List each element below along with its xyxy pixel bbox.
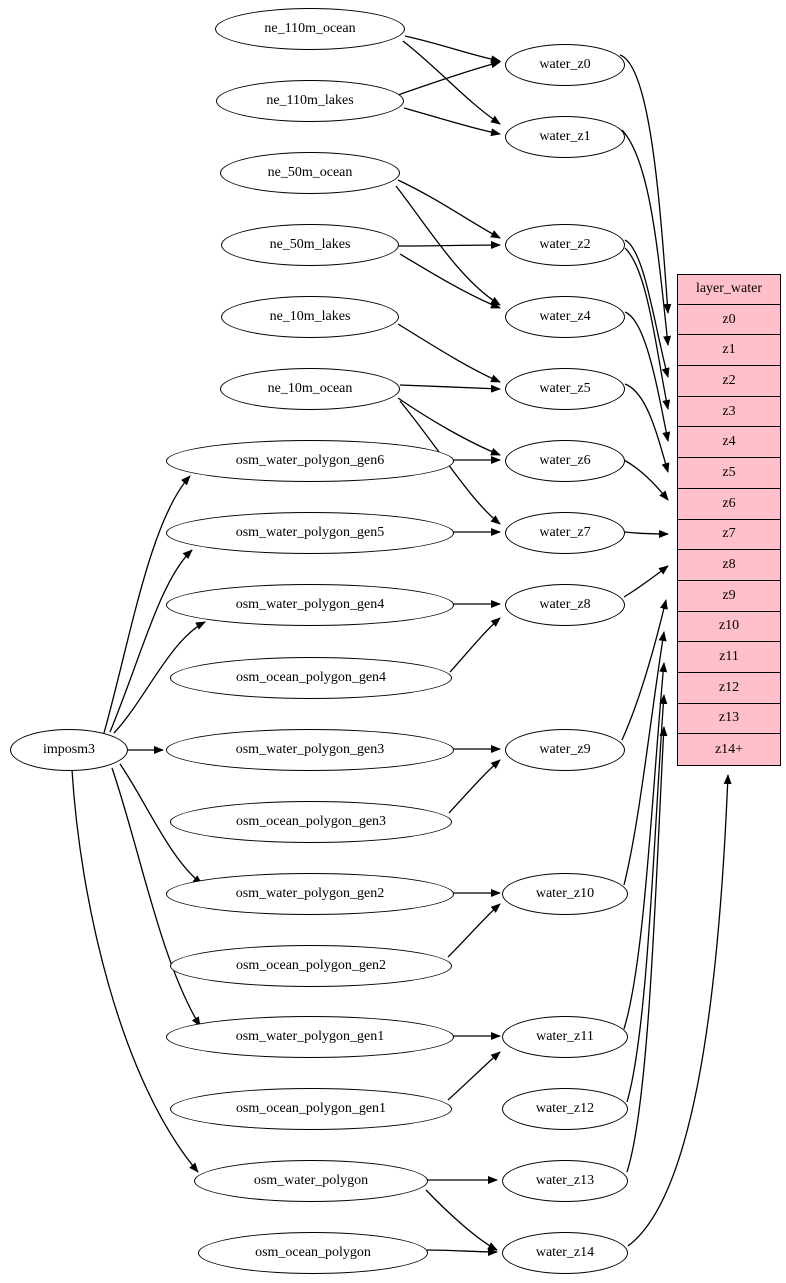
node-water_z0[interactable] (505, 44, 625, 86)
table-row-z9[interactable]: z9 (678, 581, 780, 612)
node-osm_water_polygon_gen5[interactable] (166, 512, 454, 554)
table-row-z8[interactable]: z8 (678, 550, 780, 581)
node-water_z5[interactable] (505, 368, 625, 410)
node-ne_50m_ocean[interactable] (220, 152, 400, 194)
node-label: water_z9 (539, 742, 591, 757)
node-label: osm_water_polygon_gen5 (235, 525, 385, 540)
node-water_z13[interactable] (502, 1160, 628, 1202)
node-label: imposm3 (42, 742, 96, 757)
node-osm_water_polygon_gen4[interactable] (166, 584, 454, 626)
node-label: osm_water_polygon_gen4 (235, 597, 385, 612)
node-water_z1[interactable] (505, 116, 625, 158)
node-water_z11[interactable] (502, 1016, 628, 1058)
node-water_z7[interactable] (505, 512, 625, 554)
node-label: osm_ocean_polygon (255, 1245, 371, 1260)
node-label: ne_50m_ocean (267, 165, 353, 180)
node-label: osm_water_polygon_gen2 (235, 886, 385, 901)
node-osm_water_polygon_gen2[interactable] (166, 873, 454, 915)
node-ne_10m_ocean[interactable] (220, 368, 400, 410)
node-label: water_z0 (539, 57, 591, 72)
node-osm_ocean_polygon[interactable] (198, 1232, 428, 1274)
node-osm_water_polygon[interactable] (194, 1160, 428, 1202)
node-water_z10[interactable] (502, 873, 628, 915)
table-row-z10[interactable]: z10 (678, 612, 780, 643)
node-osm_water_polygon_gen3[interactable] (166, 729, 454, 771)
node-osm_ocean_polygon_gen3[interactable] (170, 801, 452, 843)
node-label: water_z7 (539, 525, 591, 540)
table-row-z13[interactable]: z13 (678, 704, 780, 735)
node-water_z14[interactable] (502, 1232, 628, 1274)
node-ne_110m_ocean[interactable] (215, 8, 405, 50)
node-label: water_z12 (535, 1101, 595, 1116)
table-row-z14plus[interactable]: z14+ (714, 741, 744, 757)
node-label: ne_110m_lakes (266, 93, 354, 108)
node-water_z9[interactable] (505, 729, 625, 771)
node-label: osm_water_polygon_gen1 (235, 1029, 385, 1044)
table-row-z4[interactable]: z4 (678, 427, 780, 458)
node-label: osm_ocean_polygon_gen1 (235, 1101, 387, 1116)
table-row-z1[interactable]: z1 (678, 335, 780, 366)
node-label: osm_water_polygon_gen6 (235, 453, 385, 468)
node-label: osm_ocean_polygon_gen4 (235, 670, 387, 685)
node-label: water_z1 (539, 129, 591, 144)
node-water_z6[interactable] (505, 440, 625, 482)
node-osm_water_polygon_gen1[interactable] (166, 1016, 454, 1058)
node-imposm3[interactable] (10, 729, 128, 771)
node-label: osm_water_polygon_gen3 (235, 742, 385, 757)
node-osm_ocean_polygon_gen2[interactable] (170, 945, 452, 987)
node-label: osm_ocean_polygon_gen3 (235, 814, 387, 829)
table-row-z2[interactable]: z2 (678, 366, 780, 397)
node-ne_50m_lakes[interactable] (221, 224, 399, 266)
node-label: water_z5 (539, 381, 591, 396)
table-row-z12[interactable]: z12 (678, 673, 780, 704)
node-label: water_z11 (536, 1029, 594, 1044)
node-label: ne_110m_ocean (264, 21, 356, 36)
node-water_z4[interactable] (505, 296, 625, 338)
node-label: water_z2 (539, 237, 591, 252)
node-label: ne_10m_ocean (267, 381, 353, 396)
node-label: ne_50m_lakes (269, 237, 351, 252)
table-node-layer-water[interactable] (677, 274, 781, 766)
node-label: water_z4 (539, 309, 591, 324)
node-water_z2[interactable] (505, 224, 625, 266)
node-ne_110m_lakes[interactable] (216, 80, 404, 122)
node-label: osm_water_polygon (253, 1173, 369, 1188)
node-label: osm_ocean_polygon_gen2 (235, 958, 387, 973)
table-row-z6[interactable]: z6 (678, 489, 780, 520)
node-label: water_z6 (539, 453, 591, 468)
table-row-z7[interactable]: z7 (678, 520, 780, 551)
node-water_z8[interactable] (505, 584, 625, 626)
node-label: water_z14 (535, 1245, 595, 1260)
node-water_z12[interactable] (502, 1088, 628, 1130)
table-row-z3[interactable]: z3 (678, 397, 780, 428)
node-osm_water_polygon_gen6[interactable] (166, 440, 454, 482)
node-label: water_z13 (535, 1173, 595, 1188)
node-ne_10m_lakes[interactable] (221, 296, 399, 338)
node-osm_ocean_polygon_gen4[interactable] (170, 657, 452, 699)
table-row-z0[interactable]: z0 (678, 305, 780, 336)
table-row-z11[interactable]: z11 (678, 642, 780, 673)
table-header-layer-water: layer_water (678, 275, 780, 305)
node-label: water_z8 (539, 597, 591, 612)
node-osm_ocean_polygon_gen1[interactable] (170, 1088, 452, 1130)
table-row-z5[interactable]: z5 (678, 458, 780, 489)
node-label: ne_10m_lakes (269, 309, 351, 324)
node-label: water_z10 (535, 886, 595, 901)
